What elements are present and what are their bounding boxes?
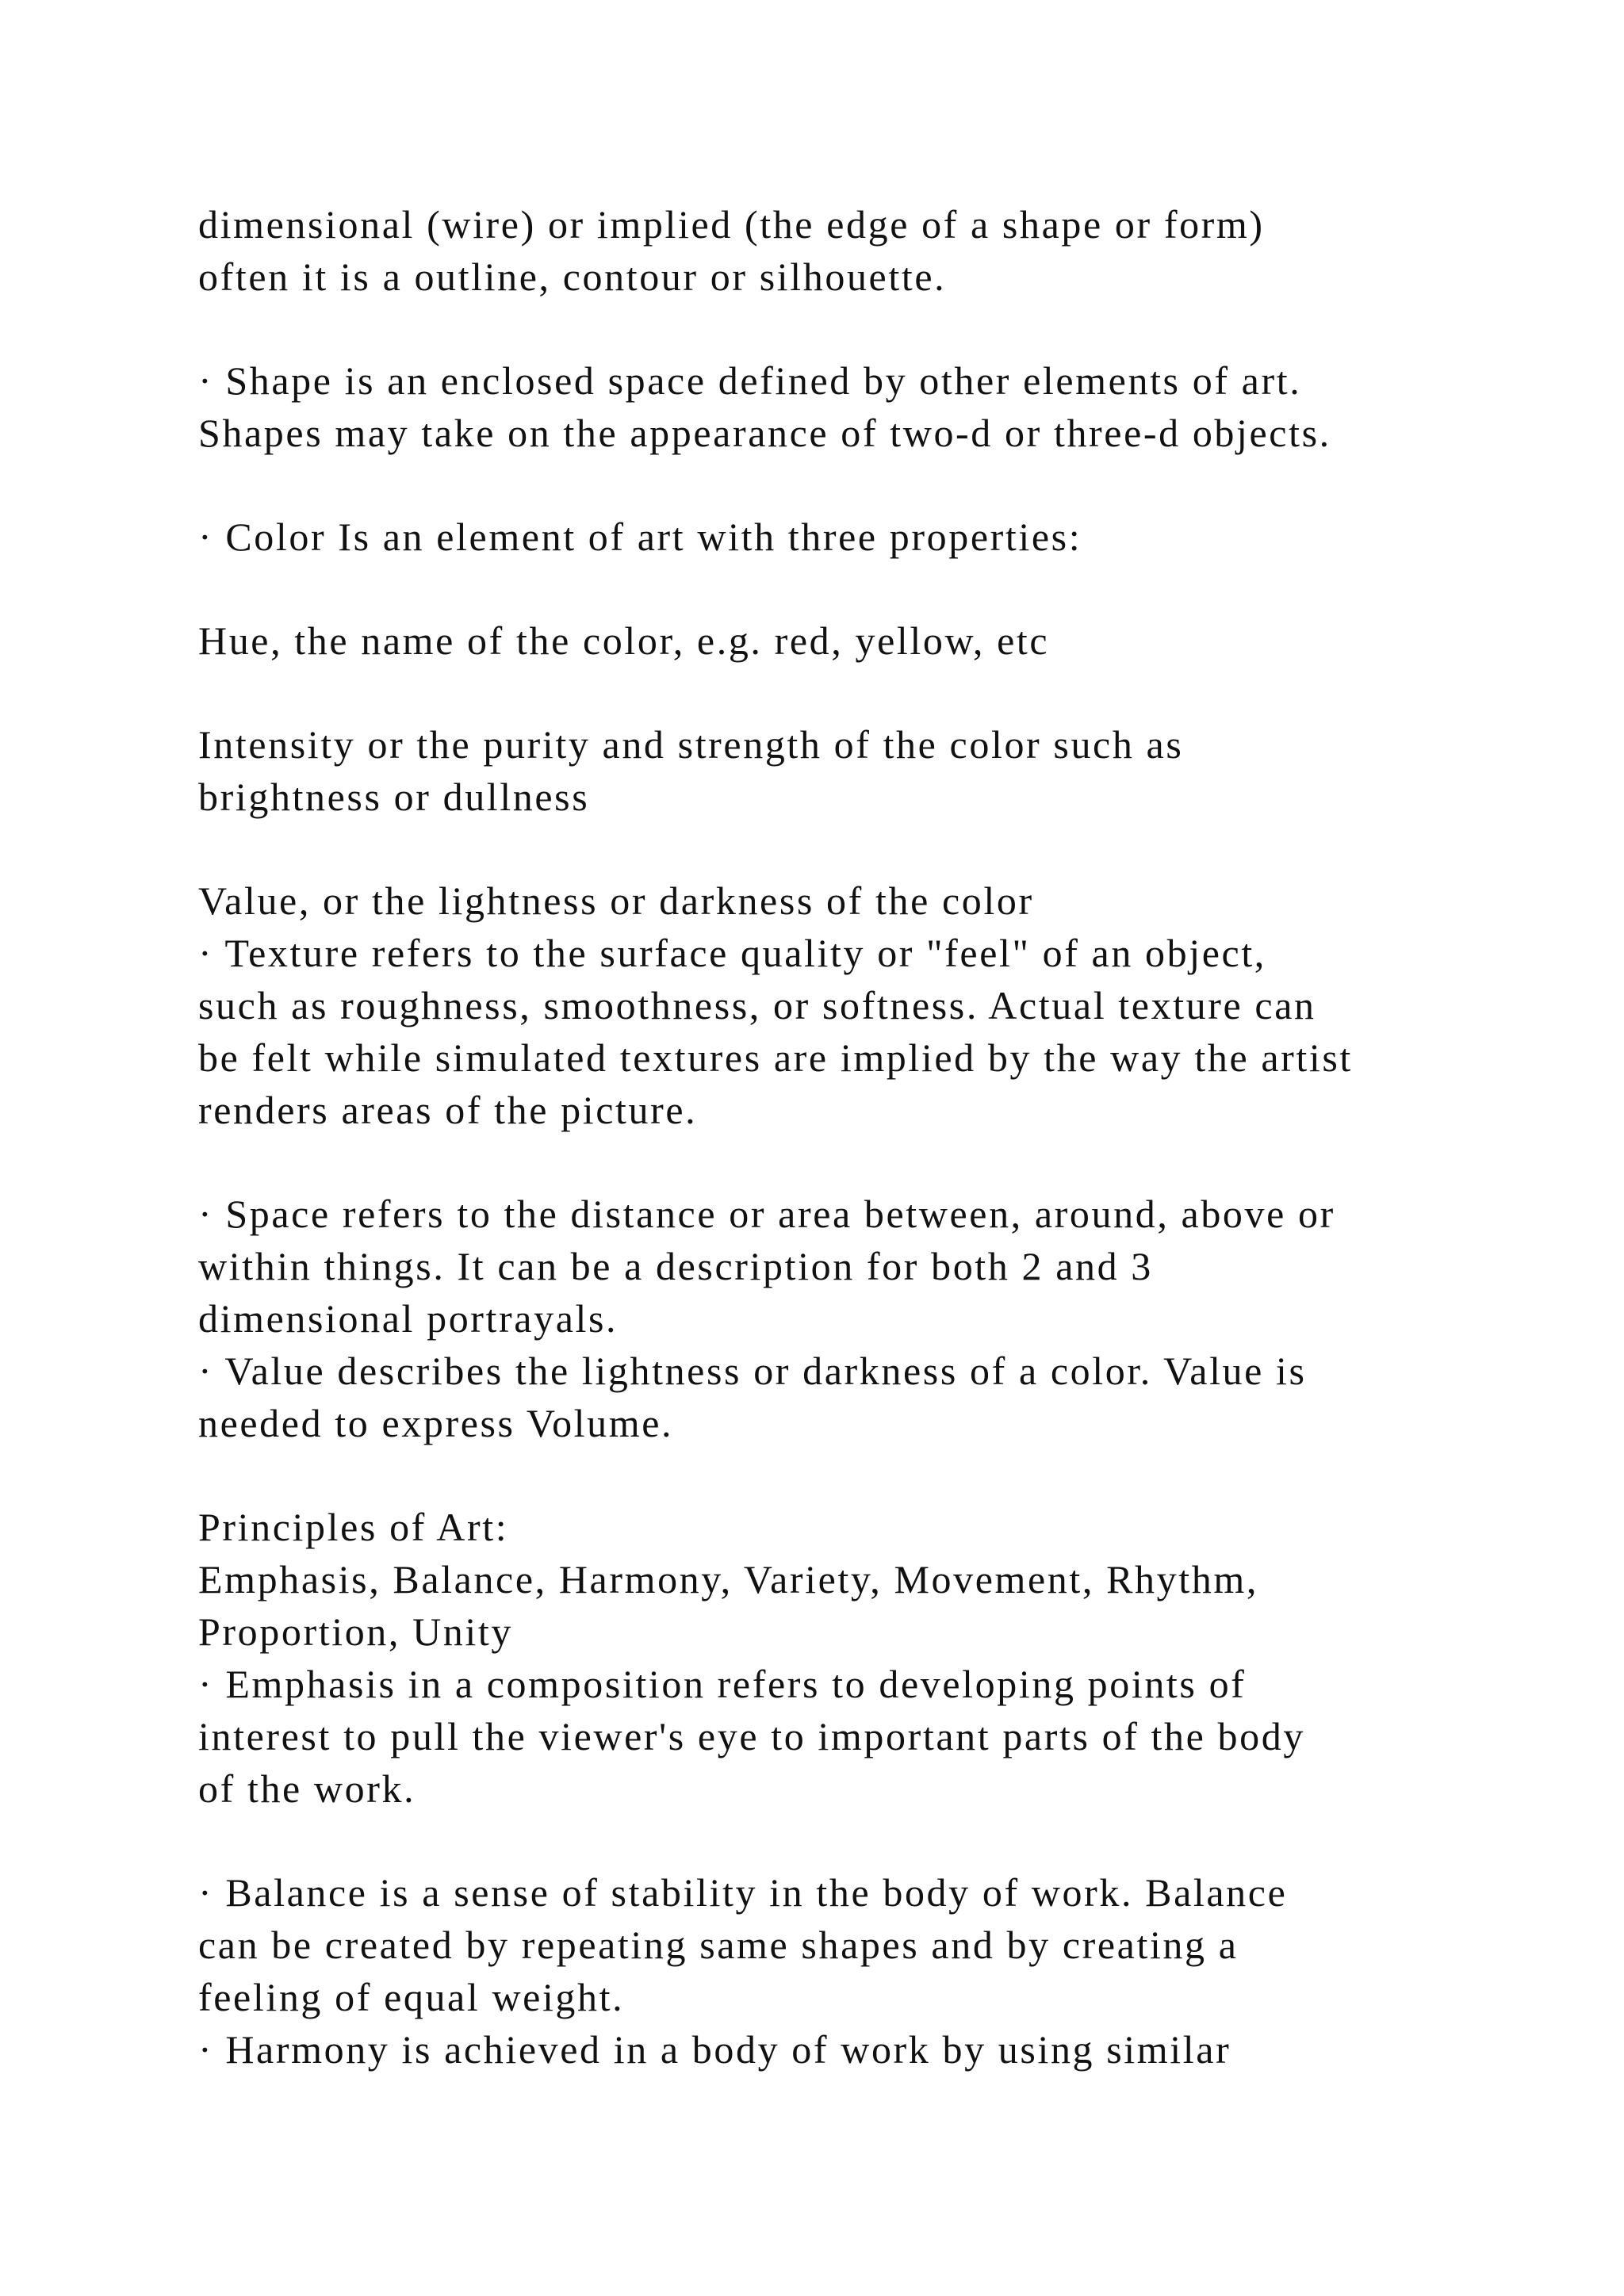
text-line: within things. It can be a description for both 2 and 3 [198, 1244, 1153, 1288]
text-line: brightness or dullness [198, 775, 590, 819]
text-line: of the work. [198, 1766, 416, 1811]
paragraph-gap [198, 303, 1546, 354]
text-line: be felt while simulated textures are implied by the way the artist [198, 1035, 1353, 1080]
text-line: renders areas of the picture. [198, 1088, 698, 1132]
text-line: Value, or the lightness or darkness of the color [198, 878, 1034, 923]
text-line: interest to pull the viewer's eye to important parts of the body [198, 1714, 1305, 1758]
text-line: · Space refers to the distance or area between, around, above or [198, 1192, 1335, 1236]
paragraph-gap [198, 1136, 1546, 1188]
text-line: · Value describes the lightness or darkness of a color. Value is [198, 1349, 1307, 1393]
text-line: dimensional (wire) or implied (the edge of a shape or form) [198, 202, 1265, 247]
paragraph-gap [198, 823, 1546, 874]
text-line: · Color Is an element of art with three properties: [198, 515, 1082, 559]
text-line: · Harmony is achieved in a body of work by using similar [198, 2027, 1231, 2072]
text-line: · Texture refers to the surface quality or "feel" of an object, [198, 931, 1266, 975]
paragraph-gap [198, 1449, 1546, 1501]
paragraph-gap [198, 563, 1546, 614]
document-body-text [198, 198, 1546, 2076]
text-line: needed to express Volume. [198, 1401, 674, 1445]
text-line: Proportion, Unity [198, 1609, 513, 1654]
text-line: Emphasis, Balance, Harmony, Variety, Movement, Rhythm, [198, 1557, 1258, 1601]
text-line: · Balance is a sense of stability in the body of work. Balance [198, 1870, 1288, 1915]
text-line: often it is a outline, contour or silhouette. [198, 254, 947, 299]
text-line: such as roughness, smoothness, or softness. Actual texture can [198, 983, 1316, 1027]
paragraph-gap [198, 1815, 1546, 1866]
text-line: dimensional portrayals. [198, 1296, 619, 1341]
paragraph-gap [198, 459, 1546, 511]
text-line: can be created by repeating same shapes and by creating a [198, 1923, 1239, 1967]
text-line: · Shape is an enclosed space defined by other elements of art. [198, 358, 1302, 403]
paragraph-gap [198, 667, 1546, 718]
text-line: · Emphasis in a composition refers to developing points of [198, 1662, 1247, 1706]
text-line: Shapes may take on the appearance of two-d or three-d objects. [198, 411, 1331, 455]
text-line: Intensity or the purity and strength of the color such as [198, 722, 1184, 767]
text-line: Hue, the name of the color, e.g. red, yellow, etc [198, 618, 1050, 663]
text-line: feeling of equal weight. [198, 1975, 625, 2019]
text-line: Principles of Art: [198, 1505, 509, 1549]
